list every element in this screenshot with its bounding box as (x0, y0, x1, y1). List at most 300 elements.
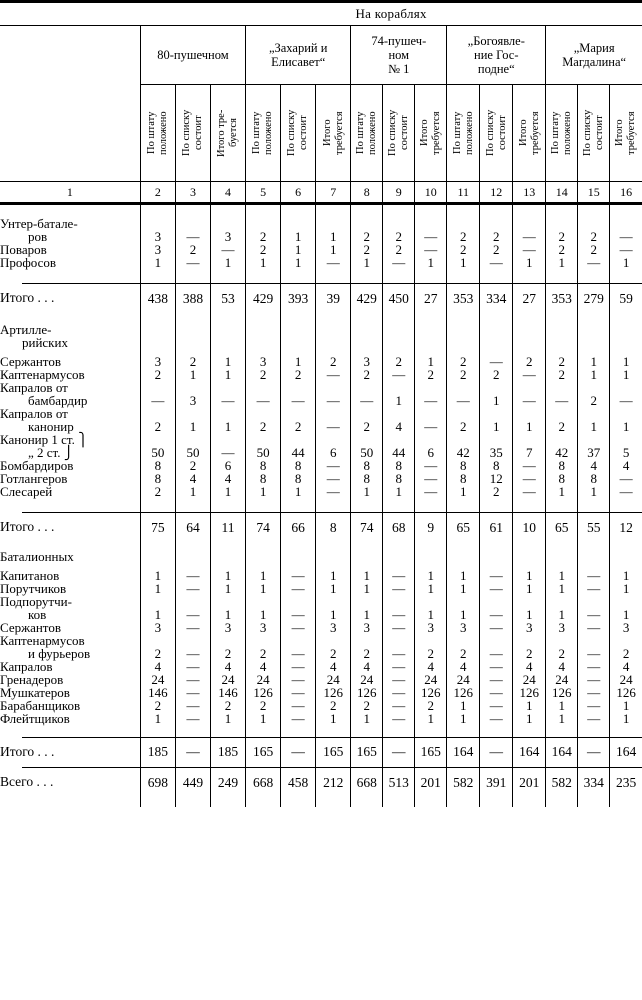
spacer-cell (351, 797, 383, 807)
table-row (0, 243, 642, 256)
cell-bat-6-7: 24 (316, 673, 351, 686)
cell-bat-9-10: 1 (415, 712, 447, 725)
table-row (0, 485, 642, 498)
row-label-line: Канонир 1 ст. ⎫ (0, 432, 88, 447)
cell-bat-7-8: 126 (351, 686, 383, 699)
cell-bat-4-2: 2 (140, 634, 175, 660)
cell-bat-8-13: 1 (513, 699, 546, 712)
cell-bat-4-10: 2 (415, 634, 447, 660)
cell-art-1-6: 2 (281, 368, 316, 381)
cell-art-3-11: 2 (447, 407, 480, 433)
spacer-cell (578, 269, 610, 283)
total-cell-battalion-12: — (480, 737, 513, 767)
spacer-cell (415, 542, 447, 550)
cell-art-4-3: 50 (175, 433, 210, 459)
spacer-cell (415, 797, 447, 807)
cell-bat-5-15: — (578, 660, 610, 673)
cell-top-2-6: 1 (281, 256, 316, 269)
spacer-cell (513, 313, 546, 323)
cell-art-0-10: 1 (415, 355, 447, 368)
cell-bat-6-2: 24 (140, 673, 175, 686)
cell-art-2-14: — (546, 381, 578, 407)
section-heading-cell (546, 550, 578, 563)
cell-art-2-11: — (447, 381, 480, 407)
cell-top-2-4: 1 (210, 256, 245, 269)
row-label (0, 217, 140, 243)
cell-bat-3-10: 3 (415, 621, 447, 634)
cell-art-3-6: 2 (281, 407, 316, 433)
cell-bat-8-12: — (480, 699, 513, 712)
cell-art-7-14: 1 (546, 485, 578, 498)
cell-art-6-3: 4 (175, 472, 210, 485)
cell-bat-4-15: — (578, 634, 610, 660)
cell-top-1-4: — (210, 243, 245, 256)
cell-bat-8-8: 2 (351, 699, 383, 712)
total-cell-top-5: 429 (246, 283, 281, 313)
cell-art-2-7: — (316, 381, 351, 407)
spacer-cell (610, 269, 642, 283)
total-cell-grand-8: 668 (351, 767, 383, 797)
spacer-cell (610, 498, 642, 512)
cell-bat-2-2: 1 (140, 595, 175, 621)
total-cell-battalion-6: — (281, 737, 316, 767)
ship-name-line: ном (388, 48, 410, 62)
table-row (0, 433, 642, 459)
cell-art-6-6: 8 (281, 472, 316, 485)
spacer-cell (140, 498, 175, 512)
cell-art-0-9: 2 (383, 355, 415, 368)
cell-bat-9-9: — (383, 712, 415, 725)
cell-art-5-16: 4 (610, 459, 642, 472)
cell-bat-5-3: — (175, 660, 210, 673)
spacer-cell (140, 542, 175, 550)
total-cell-artillery-13: 10 (513, 512, 546, 542)
cell-bat-4-8: 2 (351, 634, 383, 660)
section-heading-cell (316, 323, 351, 349)
total-cell-grand-16: 235 (610, 767, 642, 797)
cell-bat-0-5: 1 (246, 569, 281, 582)
cell-art-7-5: 1 (246, 485, 281, 498)
spacer-cell (316, 797, 351, 807)
total-cell-battalion-11: 164 (447, 737, 480, 767)
cell-art-7-2: 2 (140, 485, 175, 498)
table-row (0, 595, 642, 621)
row-label-line-continued: канонир (28, 419, 74, 434)
row-label: Профосов (0, 255, 57, 270)
cell-bat-2-5: 1 (246, 595, 281, 621)
cell-bat-3-16: 3 (610, 621, 642, 634)
cell-top-2-13: 1 (513, 256, 546, 269)
cell-bat-6-12: — (480, 673, 513, 686)
row-label-line: Капралов от (0, 380, 68, 395)
cell-bat-5-10: 4 (415, 660, 447, 673)
total-cell-top-6: 393 (281, 283, 316, 313)
cell-art-6-12: 12 (480, 472, 513, 485)
cell-art-1-13: — (513, 368, 546, 381)
cell-bat-7-14: 126 (546, 686, 578, 699)
column-number-9: 9 (383, 182, 415, 204)
cell-art-4-9: 44 (383, 433, 415, 459)
row-label: Капралов (0, 659, 53, 674)
cell-bat-1-6: — (281, 582, 316, 595)
caption-col-11: По штату положено (447, 85, 480, 182)
spacer-cell (140, 725, 175, 737)
cell-art-6-7: — (316, 472, 351, 485)
cell-art-0-13: 2 (513, 355, 546, 368)
cell-bat-9-6: — (281, 712, 316, 725)
row-label: Флейтщиков (0, 711, 70, 726)
row-label-line: Капралов от (0, 406, 68, 421)
cell-bat-8-10: 2 (415, 699, 447, 712)
cell-top-0-11: 2 (447, 217, 480, 243)
cell-bat-2-12: — (480, 595, 513, 621)
cell-bat-2-14: 1 (546, 595, 578, 621)
spacer-cell (610, 725, 642, 737)
spacer-cell (513, 797, 546, 807)
total-cell-battalion-2: 185 (140, 737, 175, 767)
cell-bat-8-2: 2 (140, 699, 175, 712)
cell-top-2-12: — (480, 256, 513, 269)
cell-bat-1-13: 1 (513, 582, 546, 595)
column-number-3: 3 (175, 182, 210, 204)
cell-art-0-16: 1 (610, 355, 642, 368)
ship-group-empty-cell (0, 26, 140, 85)
spacer-cell (610, 204, 642, 218)
column-number-12: 12 (480, 182, 513, 204)
section-heading-row (0, 550, 642, 563)
cell-bat-3-14: 3 (546, 621, 578, 634)
cell-bat-2-16: 1 (610, 595, 642, 621)
cell-art-6-4: 4 (210, 472, 245, 485)
spacer-cell (246, 797, 281, 807)
cell-art-0-15: 1 (578, 355, 610, 368)
total-cell-battalion-10: 165 (415, 737, 447, 767)
total-cell-artillery-4: 11 (210, 512, 245, 542)
cell-art-6-8: 8 (351, 472, 383, 485)
cell-art-1-10: 2 (415, 368, 447, 381)
cell-art-5-7: — (316, 459, 351, 472)
ship-name-line: „Захарий и (268, 41, 328, 55)
spacer-cell (447, 204, 480, 218)
cell-bat-9-3: — (175, 712, 210, 725)
section-heading-line: рийских (22, 335, 68, 350)
ship-name-line: „Мария (573, 41, 615, 55)
spacer-cell (210, 313, 245, 323)
cell-art-7-16: — (610, 485, 642, 498)
spacer-cell (383, 725, 415, 737)
table-row (0, 459, 642, 472)
column-number-11: 11 (447, 182, 480, 204)
cell-art-0-3: 2 (175, 355, 210, 368)
cell-bat-9-14: 1 (546, 712, 578, 725)
total-cell-battalion-16: 164 (610, 737, 642, 767)
cell-bat-3-15: — (578, 621, 610, 634)
cell-bat-2-11: 1 (447, 595, 480, 621)
caption-col-5: По штату положено (246, 85, 281, 182)
spacer-cell (415, 498, 447, 512)
cell-bat-3-13: 3 (513, 621, 546, 634)
cell-bat-0-13: 1 (513, 569, 546, 582)
cell-bat-4-6: — (281, 634, 316, 660)
spacer-cell (210, 797, 245, 807)
ship-name-line: 74-пушеч- (371, 34, 427, 48)
spacer-cell (480, 797, 513, 807)
section-heading-cell (415, 323, 447, 349)
cell-art-2-4: — (210, 381, 245, 407)
row-label-line-continued: и фурьеров (28, 646, 91, 661)
gap-before-top-total (0, 269, 642, 283)
column-number-1: 1 (0, 182, 140, 204)
spacer-cell (546, 498, 578, 512)
spacer-cell (175, 204, 210, 218)
cell-bat-7-9: — (383, 686, 415, 699)
row-label: Мушкатеров (0, 685, 70, 700)
row-label: Сержантов (0, 620, 61, 635)
spacer-cell (281, 498, 316, 512)
spacer-cell (480, 725, 513, 737)
total-cell-battalion-8: 165 (351, 737, 383, 767)
cell-bat-5-13: 4 (513, 660, 546, 673)
cell-bat-7-13: 126 (513, 686, 546, 699)
spacer-cell (383, 542, 415, 550)
cell-top-1-8: 2 (351, 243, 383, 256)
caption-col-15: По списку состоит (578, 85, 610, 182)
cell-art-2-10: — (415, 381, 447, 407)
cell-art-1-8: 2 (351, 368, 383, 381)
cell-bat-4-7: 2 (316, 634, 351, 660)
cell-bat-3-12: — (480, 621, 513, 634)
spacer-cell (175, 542, 210, 550)
cell-bat-0-6: — (281, 569, 316, 582)
section-heading-row (0, 323, 642, 349)
cell-art-7-3: 1 (175, 485, 210, 498)
cell-bat-8-11: 1 (447, 699, 480, 712)
cell-top-0-3: — (175, 217, 210, 243)
total-cell-battalion-3: — (175, 737, 210, 767)
section-heading-cell (210, 323, 245, 349)
cell-art-0-14: 2 (546, 355, 578, 368)
gap-before-battalion-total (0, 725, 642, 737)
cell-bat-0-9: — (383, 569, 415, 582)
total-cell-top-2: 438 (140, 283, 175, 313)
spacer-cell (246, 498, 281, 512)
spacer-cell (415, 269, 447, 283)
cell-art-6-16: — (610, 472, 642, 485)
section-heading-cell (351, 550, 383, 563)
cell-bat-2-15: — (578, 595, 610, 621)
row-label (0, 407, 140, 433)
table-body (0, 204, 642, 808)
cell-bat-7-16: 126 (610, 686, 642, 699)
row-label: Порутчиков (0, 581, 67, 596)
gap-after-grand-total (0, 797, 642, 807)
total-cell-artillery-16: 12 (610, 512, 642, 542)
cell-art-3-4: 1 (210, 407, 245, 433)
row-label-line-continued: „ 2 ст. ⎭ (28, 445, 74, 460)
cell-art-1-3: 1 (175, 368, 210, 381)
cell-art-3-15: 1 (578, 407, 610, 433)
cell-art-6-9: 8 (383, 472, 415, 485)
column-number-2: 2 (140, 182, 175, 204)
cell-top-0-8: 2 (351, 217, 383, 243)
cell-art-0-8: 3 (351, 355, 383, 368)
cell-top-0-9: 2 (383, 217, 415, 243)
spacer-cell (316, 313, 351, 323)
ship-name-line: ние Гос- (474, 48, 519, 62)
cell-top-2-15: — (578, 256, 610, 269)
caption-empty-cell (0, 85, 140, 182)
cell-art-4-14: 42 (546, 433, 578, 459)
column-number-5: 5 (246, 182, 281, 204)
row-label: Поваров (0, 242, 47, 257)
cell-art-4-4: — (210, 433, 245, 459)
caption-col-10: Итого требуется (415, 85, 447, 182)
cell-bat-1-9: — (383, 582, 415, 595)
spacer-cell (140, 797, 175, 807)
cell-bat-3-2: 3 (140, 621, 175, 634)
cell-bat-5-12: — (480, 660, 513, 673)
cell-bat-7-10: 126 (415, 686, 447, 699)
total-cell-grand-9: 513 (383, 767, 415, 797)
cell-art-4-6: 44 (281, 433, 316, 459)
table-row (0, 634, 642, 660)
spacer-cell (383, 313, 415, 323)
total-cell-top-13: 27 (513, 283, 546, 313)
ship-name-line: № 1 (388, 62, 410, 76)
row-label-line: Унтер-батале- (0, 216, 78, 231)
spacer-label-cell (0, 797, 140, 807)
cell-bat-1-8: 1 (351, 582, 383, 595)
table-row (0, 256, 642, 269)
cell-art-2-3: 3 (175, 381, 210, 407)
table-row (0, 407, 642, 433)
cell-bat-0-15: — (578, 569, 610, 582)
cell-top-0-7: 1 (316, 217, 351, 243)
section-heading-line: Артилле- (0, 322, 52, 337)
spacer-cell (578, 204, 610, 218)
cell-top-1-2: 3 (140, 243, 175, 256)
cell-art-5-4: 6 (210, 459, 245, 472)
cell-art-4-16: 5 (610, 433, 642, 459)
cell-top-0-6: 1 (281, 217, 316, 243)
table-row (0, 368, 642, 381)
row-label-line: Подпорутчи- (0, 594, 72, 609)
cell-bat-3-5: 3 (246, 621, 281, 634)
cell-top-1-7: 1 (316, 243, 351, 256)
section-heading-cell (447, 323, 480, 349)
total-cell-artillery-7: 8 (316, 512, 351, 542)
total-row-grand (0, 767, 642, 797)
cell-bat-6-14: 24 (546, 673, 578, 686)
total-cell-artillery-6: 66 (281, 512, 316, 542)
cell-bat-1-4: 1 (210, 582, 245, 595)
cell-art-7-10: — (415, 485, 447, 498)
cell-art-5-10: — (415, 459, 447, 472)
total-cell-battalion-13: 164 (513, 737, 546, 767)
cell-bat-7-7: 126 (316, 686, 351, 699)
spacer-cell (281, 269, 316, 283)
cell-bat-2-13: 1 (513, 595, 546, 621)
total-cell-grand-11: 582 (447, 767, 480, 797)
spacer-cell (447, 313, 480, 323)
section-heading-cell (140, 323, 175, 349)
cell-art-0-12: — (480, 355, 513, 368)
cell-top-2-2: 1 (140, 256, 175, 269)
spacer-cell (210, 269, 245, 283)
section-heading-cell (140, 550, 175, 563)
spacer-cell (351, 313, 383, 323)
cell-bat-3-4: 3 (210, 621, 245, 634)
column-number-4: 4 (210, 182, 245, 204)
cell-art-4-11: 42 (447, 433, 480, 459)
cell-bat-0-7: 1 (316, 569, 351, 582)
spacer-cell (546, 204, 578, 218)
cell-bat-9-2: 1 (140, 712, 175, 725)
spacer-cell (383, 797, 415, 807)
caption-col-6: По списку состоит (281, 85, 316, 182)
cell-bat-7-5: 126 (246, 686, 281, 699)
cell-art-7-6: 1 (281, 485, 316, 498)
spacer-cell (447, 797, 480, 807)
total-cell-battalion-7: 165 (316, 737, 351, 767)
section-heading-cell (578, 323, 610, 349)
spacer-cell (210, 204, 245, 218)
cell-art-6-13: — (513, 472, 546, 485)
cell-bat-9-5: 1 (246, 712, 281, 725)
spacer-cell (281, 725, 316, 737)
cell-art-2-6: — (281, 381, 316, 407)
cell-art-7-13: — (513, 485, 546, 498)
cell-bat-6-3: — (175, 673, 210, 686)
spacer-cell (246, 269, 281, 283)
cell-bat-9-4: 1 (210, 712, 245, 725)
row-label-line-continued: ров (28, 229, 48, 244)
cell-top-1-13: — (513, 243, 546, 256)
cell-bat-1-3: — (175, 582, 210, 595)
cell-bat-1-15: — (578, 582, 610, 595)
section-heading-cell (210, 550, 245, 563)
spacer-cell (246, 725, 281, 737)
cell-art-3-16: 1 (610, 407, 642, 433)
spacer-cell (447, 498, 480, 512)
cell-art-4-5: 50 (246, 433, 281, 459)
cell-bat-0-3: — (175, 569, 210, 582)
section-heading-line: Баталионных (0, 549, 74, 564)
ship-group-bogoyavlenie (447, 26, 546, 85)
total-cell-artillery-12: 61 (480, 512, 513, 542)
cell-art-0-6: 1 (281, 355, 316, 368)
total-cell-battalion-5: 165 (246, 737, 281, 767)
row-label (0, 595, 140, 621)
cell-art-3-12: 1 (480, 407, 513, 433)
section-heading-cell (513, 323, 546, 349)
cell-art-5-15: 4 (578, 459, 610, 472)
cell-bat-9-8: 1 (351, 712, 383, 725)
column-number-10: 10 (415, 182, 447, 204)
cell-bat-4-12: — (480, 634, 513, 660)
spacer-cell (281, 542, 316, 550)
section-heading-cell (546, 323, 578, 349)
spacer-cell (140, 204, 175, 218)
total-cell-grand-13: 201 (513, 767, 546, 797)
cell-top-2-8: 1 (351, 256, 383, 269)
caption-col-8: По штату положено (351, 85, 383, 182)
section-heading-cell (480, 550, 513, 563)
cell-top-1-6: 1 (281, 243, 316, 256)
spacer-cell (383, 269, 415, 283)
column-number-row (0, 182, 642, 204)
cell-bat-7-3: — (175, 686, 210, 699)
